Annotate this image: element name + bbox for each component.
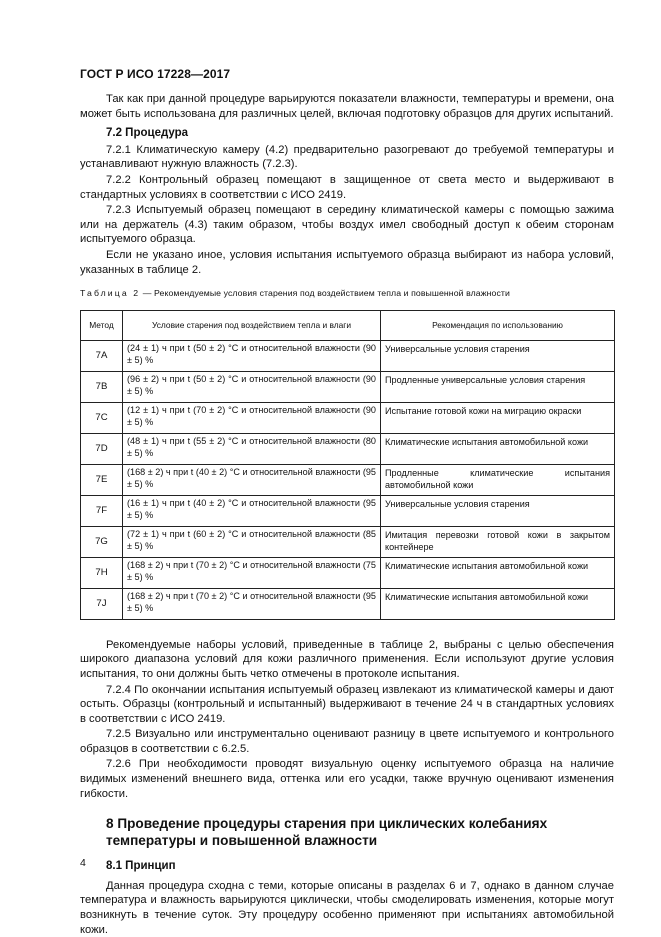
section-heading-8-1: 8.1 Принцип xyxy=(106,860,176,873)
cell-recommendation: Климатические испытания автомобильной кожи xyxy=(381,557,615,588)
header-condition: Условие старения под воздействием тепла и влаги xyxy=(123,310,381,340)
cell-condition: (96 ± 2) ч при t (50 ± 2) °С и относительной влажности (90 ± 5) % xyxy=(123,371,381,402)
cell-condition: (168 ± 2) ч при t (70 ± 2) °С и относительной влажности (75 ± 5) % xyxy=(123,557,381,588)
table-row xyxy=(81,433,615,464)
paragraph-7-2-6: 7.2.6 При необходимости проводят визуальную оценку испытуемого образца на наличие видимых изменений внешнего вида, оттенка или его усадки, также вручную оценивают изменения гибкости. xyxy=(80,758,614,800)
cell-method: 7E xyxy=(81,464,123,495)
cell-method: 7C xyxy=(81,402,123,433)
table-header-row xyxy=(81,310,615,340)
paragraph-7-2-1: 7.2.1 Климатическую камеру (4.2) предварительно разогревают до требуемой температуры и устанавливают нужную влажность (7.2.3). xyxy=(80,143,614,171)
cell-condition: (16 ± 1) ч при t (40 ± 2) °С и относительной влажности (95 ± 5) % xyxy=(123,495,381,526)
cell-recommendation: Климатические испытания автомобильной кожи xyxy=(381,433,615,464)
paragraph-7-2-5: 7.2.5 Визуально или инструментально оценивают разницу в цвете испытуемого и контрольного образцов в соответствии с 6.2.5. xyxy=(80,728,614,755)
cell-recommendation: Имитация перевозки готовой кожи в закрытом контейнере xyxy=(381,526,615,557)
header-method: Метод xyxy=(81,310,123,340)
table-caption-text: — Рекомендуемые условия старения под воздействием тепла и повышенной влажности xyxy=(140,288,510,299)
table-row xyxy=(81,588,615,619)
table-caption xyxy=(80,286,614,301)
table-caption-number: Таблица 2 xyxy=(80,288,141,299)
cell-recommendation: Продленные климатические испытания автомобильной кожи xyxy=(381,464,615,495)
table-row xyxy=(81,402,615,433)
cell-recommendation: Испытание готовой кожи на миграцию окраски xyxy=(381,402,615,433)
section-heading-7-2: 7.2 Процедура xyxy=(106,127,189,140)
table-row xyxy=(81,464,615,495)
paragraph-intro: Так как при данной процедуре варьируются показатели влажности, температуры и времени, она может быть использована для различных целей, включая подготовку образцов для других испытаний. xyxy=(80,93,614,120)
paragraph-7-2-3: 7.2.3 Испытуемый образец помещают в середину климатической камеры с помощью зажима или на держатель (4.3) таким образом, чтобы воздух имел свободный доступ к обеим сторонам испытуемого образца. xyxy=(80,204,614,246)
cell-condition: (12 ± 1) ч при t (70 ± 2) °С и относительной влажности (90 ± 5) % xyxy=(123,402,381,433)
cell-method: 7B xyxy=(81,371,123,402)
paragraph-7-2-2: 7.2.2 Контрольный образец помещают в защищенное от света место и выдерживают в стандартных условиях в соответствии с ИСО 2419. xyxy=(80,173,614,201)
header-recommendation: Рекомендация по использованию xyxy=(381,310,615,340)
cell-condition: (72 ± 1) ч при t (60 ± 2) °С и относительной влажности (85 ± 5) % xyxy=(123,526,381,557)
cell-recommendation: Климатические испытания автомобильной кожи xyxy=(381,588,615,619)
table-row xyxy=(81,495,615,526)
paragraph-conditions: Если не указано иное, условия испытания испытуемого образца выбирают из набора условий, указанных в таблице 2. xyxy=(80,248,614,276)
cell-method: 7F xyxy=(81,495,123,526)
conditions-table xyxy=(80,310,615,620)
table-row xyxy=(81,371,615,402)
cell-method: 7G xyxy=(81,526,123,557)
cell-recommendation: Универсальные условия старения xyxy=(381,495,615,526)
table-row xyxy=(81,340,615,371)
cell-condition: (168 ± 2) ч при t (40 ± 2) °С и относительной влажности (95 ± 5) % xyxy=(123,464,381,495)
paragraph-8-1: Данная процедура сходна с теми, которые описаны в разделах 6 и 7, однако в данном случае температура и влажность варьируются циклически, чтобы смоделировать изменения, которые могут возникнуть в течение суток. Эту процедуру особенно применяют при испытаниях автомобильной кожи. xyxy=(80,879,614,936)
page-header-standard: ГОСТ Р ИСО 17228—2017 xyxy=(80,67,231,81)
section-heading-8: 8 Проведение процедуры старения при циклических колебаниях температуры и повышенной влажности xyxy=(106,816,548,849)
cell-recommendation: Продленные универсальные условия старения xyxy=(381,371,615,402)
cell-method: 7J xyxy=(81,588,123,619)
paragraph-7-2-4: 7.2.4 По окончании испытания испытуемый образец извлекают из климатической камеры и дают остыть. Образцы (контрольный и испытанный) выдерживают в течение 24 ч в стандартных условиях в соответствии с ИСО 2419. xyxy=(80,683,614,725)
cell-condition: (48 ± 1) ч при t (55 ± 2) °С и относительной влажности (80 ± 5) % xyxy=(123,433,381,464)
cell-method: 7D xyxy=(81,433,123,464)
cell-method: 7H xyxy=(81,557,123,588)
cell-method: 7A xyxy=(81,340,123,371)
paragraph-recommended-sets: Рекомендуемые наборы условий, приведенные в таблице 2, выбраны с целью обеспечения широкого диапазона условий для кожи различного применения. Если используют другие условия испытания, то они должны быть четко отмечены в протоколе испытания. xyxy=(80,638,614,680)
cell-condition: (168 ± 2) ч при t (70 ± 2) °С и относительной влажности (95 ± 5) % xyxy=(123,588,381,619)
table-row xyxy=(81,557,615,588)
cell-recommendation: Универсальные условия старения xyxy=(381,340,615,371)
page-content xyxy=(80,92,614,937)
table-row xyxy=(81,526,615,557)
cell-condition: (24 ± 1) ч при t (50 ± 2) °С и относительной влажности (90 ± 5) % xyxy=(123,340,381,371)
page-number: 4 xyxy=(80,857,86,869)
